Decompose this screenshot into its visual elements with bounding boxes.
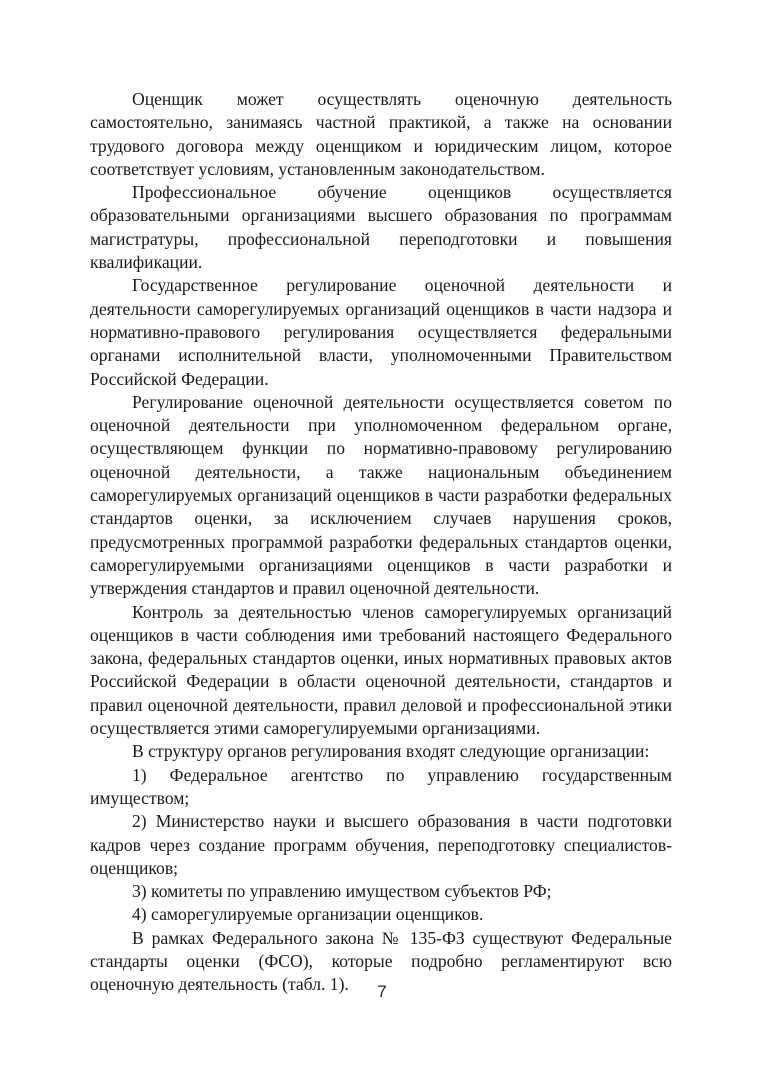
paragraph-federal-standards: В рамках Федерального закона № 135-ФЗ существуют Федеральные стандарты оценки (ФСО), которые подробно регламентируют всю оценочную деятельность (табл. 1). xyxy=(90,927,672,995)
page-number: 7 xyxy=(377,982,387,1001)
list-item-1: 1) Федеральное агентство по управлению государственным имуществом; xyxy=(90,764,672,808)
list-item-2: 2) Министерство науки и высшего образования в части подготовки кадров через создание программ обучения, переподготовку специалистов-оценщиков; xyxy=(90,811,672,878)
paragraph-regulatory-bodies-intro: В структуру органов регулирования входят следующие организации: xyxy=(132,741,650,762)
paragraph-control: Контроль за деятельностью членов саморегулируемых организаций оценщиков в части соблюдения ими требований настоящего Федерального закона, федеральных стандартов оценки, иных нормативных правовых актов Российской Федерации в области оценочной деятельности, стандартов и правил оценочной деятельности, правил деловой и профессиональной этики осуществляется этими саморегулируемыми организациями. xyxy=(90,601,672,739)
list-item-3: 3) комитеты по управлению имуществом субъектов РФ; xyxy=(132,881,552,902)
paragraph-professional-training: Профессиональное обучение оценщиков осуществляется образовательными организациями высшего образования по программам магистратуры, профессиональной переподготовки и повышения квалификации. xyxy=(90,182,672,273)
paragraph-appraiser-activity: Оценщик может осуществлять оценочную деятельность самостоятельно, занимаясь частной практикой, а также на основании трудового договора между оценщиком и юридическим лицом, которое соответствует условиям, установленным законодательством. xyxy=(90,89,672,179)
list-item-4: 4) саморегулируемые организации оценщиков. xyxy=(132,904,484,925)
paragraph-state-regulation: Государственное регулирование оценочной деятельности и деятельности саморегулируемых организаций оценщиков в части надзора и нормативно-правового регулирования осуществляется федеральными органами исполнительной власти, уполномоченными Правительством Российской Федерации. xyxy=(90,275,672,389)
body-text xyxy=(90,88,672,997)
paragraph-regulation-council: Регулирование оценочной деятельности осуществляется советом по оценочной деятельности при уполномоченном федеральном органе, осуществляющем функции по нормативно-правовому регулированию оценочной деятельности, а также национальным объединением саморегулируемых организаций оценщиков в части разработки федеральных стандартов оценки, за исключением случаев нарушения сроков, предусмотренных программой разработки федеральных стандартов оценки, саморегулируемыми организациями оценщиков в части разработки и утверждения стандартов и правил оценочной деятельности. xyxy=(90,391,672,599)
